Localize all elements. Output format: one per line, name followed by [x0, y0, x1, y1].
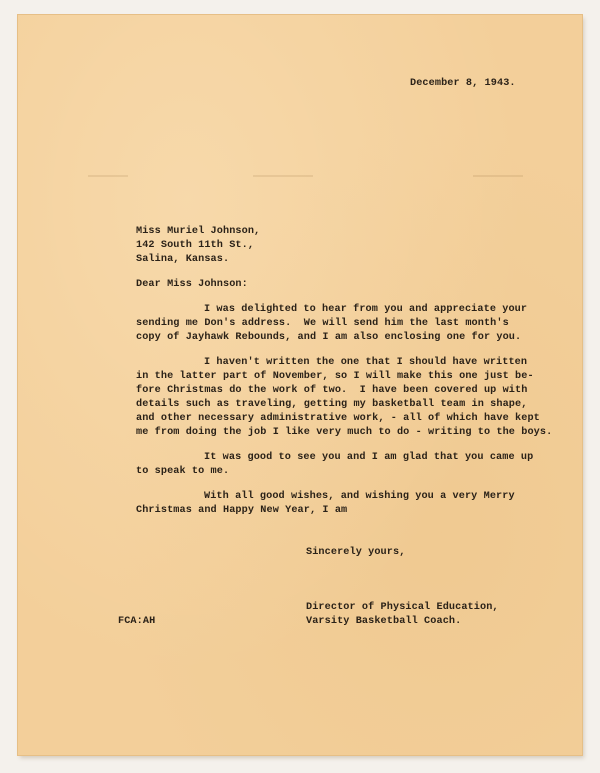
paper-stain: [253, 175, 313, 177]
recipient-city: Salina, Kansas.: [136, 254, 230, 265]
salutation: Dear Miss Johnson:: [136, 279, 248, 290]
paragraph-1-line-3: copy of Jayhawk Rebounds, and I am also enclosing one for you.: [136, 332, 522, 343]
paragraph-3-line-1: It was good to see you and I am glad that you came up: [204, 452, 534, 463]
closing: Sincerely yours,: [306, 547, 406, 558]
letter-date: December 8, 1943.: [410, 78, 516, 89]
recipient-name: Miss Muriel Johnson,: [136, 226, 261, 237]
paper-stain: [88, 175, 128, 177]
signature-title-2: Varsity Basketball Coach.: [306, 616, 462, 627]
paragraph-2-line-1: I haven't written the one that I should have written: [204, 357, 528, 368]
paragraph-2-line-5: and other necessary administrative work, - all of which have kept: [136, 413, 540, 424]
paragraph-4-line-2: Christmas and Happy New Year, I am: [136, 505, 348, 516]
paragraph-2-line-3: fore Christmas do the work of two. I have been covered up with: [136, 385, 528, 396]
paper-stain: [473, 175, 523, 177]
paragraph-2-line-6: me from doing the job I like very much to do - writing to the boys.: [136, 427, 553, 438]
paragraph-2-line-2: in the latter part of November, so I will make this one just be-: [136, 371, 534, 382]
signature-title-1: Director of Physical Education,: [306, 602, 499, 613]
paragraph-1-line-1: I was delighted to hear from you and appreciate your: [204, 304, 528, 315]
typist-initials: FCA:AH: [118, 616, 156, 627]
paragraph-3-line-2: to speak to me.: [136, 466, 230, 477]
letter-page: [18, 15, 582, 755]
recipient-street: 142 South 11th St.,: [136, 240, 255, 251]
paragraph-2-line-4: details such as traveling, getting my basketball team in shape,: [136, 399, 528, 410]
paragraph-4-line-1: With all good wishes, and wishing you a very Merry: [204, 491, 515, 502]
paragraph-1-line-2: sending me Don's address. We will send him the last month's: [136, 318, 509, 329]
